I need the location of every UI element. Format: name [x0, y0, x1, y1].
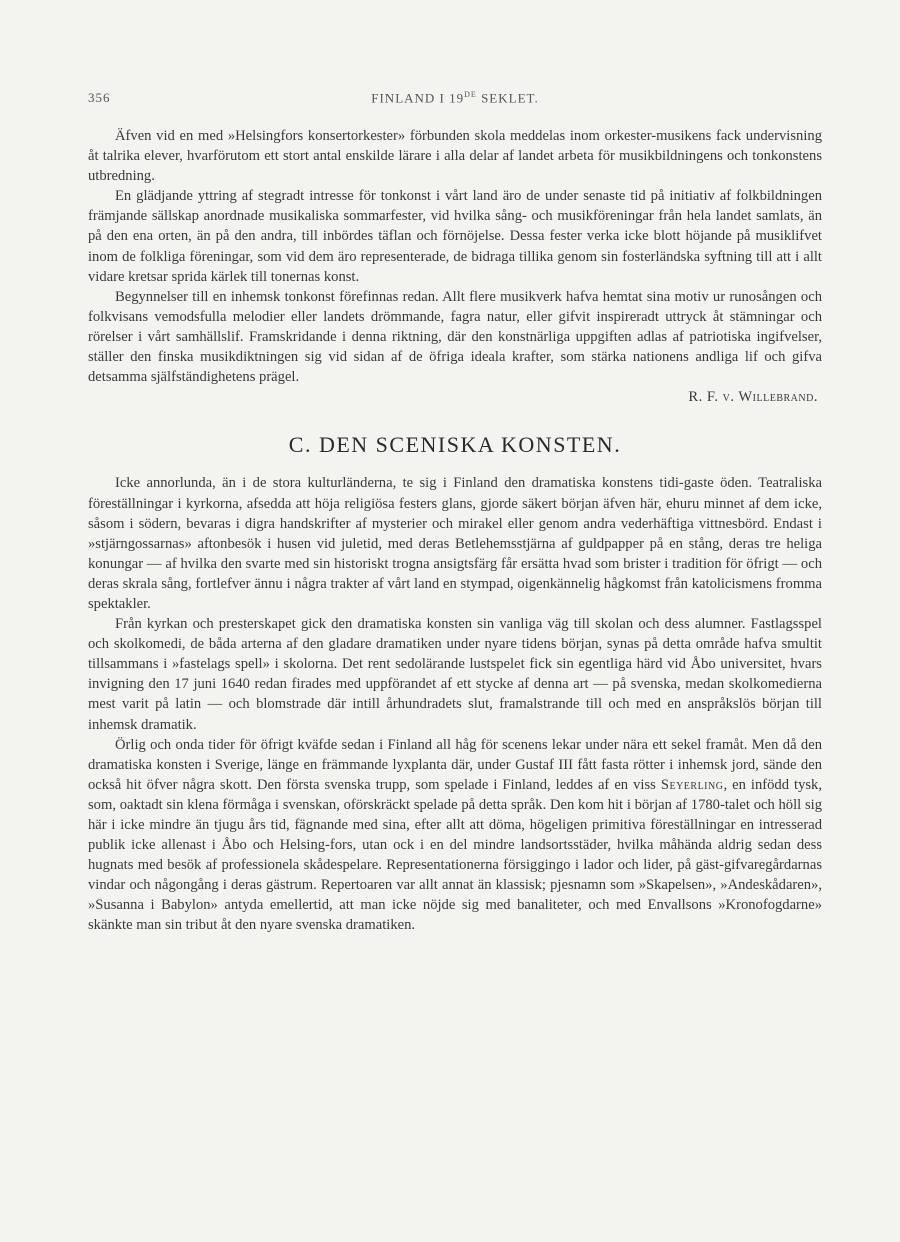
section-paragraph-2: Från kyrkan och presterskapet gick den dramatiska konsten sin vanliga väg till skolan och dess alumner. Fastlagsspel och skolkomedi, de båda arterna af den gladare dramatiken under nyare tidens början, synas på detta område hafva smultit tillsammans i »fastelags spell» i skolorna. Det rent sedolärande lustspelet fick sin egentliga härd vid Åbo universitet, hvars invigning den 17 juni 1640 redan firades med uppförandet af ett stycke af denna art — på svenska, medan skolkomedierna mest varit på latin — och blomstrade där intill århundradets slut, framalstrande till och med en anspråkslös början till inhemsk dramatik.: [88, 616, 822, 733]
running-title: [88, 90, 822, 106]
intro-paragraph-1: Äfven vid en med »Helsingfors konsertorkester» förbunden skola meddelas inom orkester-musikens fack undervisning åt talrika elever, hvarförutom ett stort antal enskilde lärare i alla delar af landet arbeta för musikbildningens och tonkonstens utbredning.: [88, 128, 822, 185]
intro-paragraph-3: Begynnelser till en inhemsk tonkonst förefinnas redan. Allt flere musikverk hafva hemtat sina motiv ur runosången och folkvisans vemodsfulla melodier eller landets drömmande, fagra natur, eller gifvit inspireradt uttryck åt stämningar och rörelser i vårt samhällslif. Framskridande i denna riktning, där den konstnärliga uppgiften adlas af patriotiska ingifvelser, ställer den finska musikdiktningen sig vid sidan af de öfriga ideala krafter, som stärka nationens andliga lif och gifva detsamma själfständighetens prägel.: [88, 288, 822, 386]
person-name-seyerling: Seyerling: [660, 776, 724, 793]
section-paragraph-3: [88, 735, 822, 936]
section-paragraph-1: Icke annorlunda, än i de stora kulturländerna, te sig i Finland den dramatiska konstens tidi-gaste öden. Teatraliska föreställningar i kyrkorna, afsedda att höja religiösa festers glans, gjorde säkert början äfven här, ehuru minnet af dem icke, såsom i södern, bevaras i digra handskrifter af mysterier och mirakel eller genom andra vederhäftiga vittnesbörd. Endast i »stjärngossarnas» aftonbesök i husen vid juletid, med deras Betlehemsstjärna af guldpapper på en stång, deras tre heliga konungar — af hvilka den svarte med sin historiskt trogna ansigtsfärg får ersätta hvad som brister i tradition för öfrigt — och deras skrala sång, fortlefver ännu i några trakter af vårt land en stympad, oigenkännelig hågkomst från katolicismens fromma spektakler.: [88, 475, 822, 612]
page-number: 356: [88, 90, 111, 105]
running-title-suffix: SEKLET.: [476, 90, 539, 106]
section-paragraph-3-end: , en infödd tysk, som, oaktadt sin klena förmåga i svenskan, oförskräckt spelade på detta språk. Den kom hit i början af 1780-talet och höll sig här i icke mindre än tjugu års tid, fägnande med sina, efter allt att döma, högeligen primitiva föreställningar en intresserad publik icke allenast i Åbo och Helsing-fors, utan ock i en del mindre landsortsstäder, hvilka måhända aldrig sedan dess hugnats med besök af professionela skådespelare. Representationerna försiggingo i lador och lider, på gäst-gifvaregårdarnas vindar och någongång i deras gästrum. Repertoaren var allt annat än klassisk; pjesnamn som »Skapelsen», »Andeskådaren», »Susanna i Babylon» antyda emellertid, att man icke nöjde sig med banaliteter, och med Envallsons »Kronofogdarne» skänkte man sin tribut åt den nyare svenska dramatiken.: [88, 776, 823, 934]
running-title-sup: DE: [464, 90, 477, 99]
section-paragraph-3-start: Örlig och onda tider för öfrigt kväfde sedan i Finland all håg för scenens lekar under nära ett sekel framåt. Men då den dramatiska konsten i Sverige, länge en främmande lyxplanta där, under Gustaf III fått fasta rötter i inhemsk jord, sände den också hit öfver några skott. Den första svenska trupp, som spelade i Finland, leddes af en viss: [88, 736, 822, 793]
running-title-prefix: FINLAND I 19: [371, 90, 465, 106]
author-signature: R. F. v. Willebrand.: [688, 389, 818, 406]
page-body: [88, 126, 822, 936]
section-heading: C. DEN SCENISKA KONSTEN.: [288, 432, 622, 458]
running-head: [88, 90, 822, 110]
intro-paragraph-2: En glädjande yttring af stegradt intresse för tonkonst i vårt land äro de under senaste tid på initiativ af folkbildningen främjande sällskap anordnade musikaliska sommarfester, vid hvilka sång- och musikföreningar från hela landet samlats, än på den ena orten, än på den andra, till inbördes täflan och förnöjelse. Dessa fester verka icke blott höjande på musiklifvet inom de folkliga föreningar, som vid dem äro representerade, de bidraga tillika genom sin fosterländska syftning till att i allt vidare kretsar sprida kärlek till tonernas konst.: [88, 188, 822, 285]
